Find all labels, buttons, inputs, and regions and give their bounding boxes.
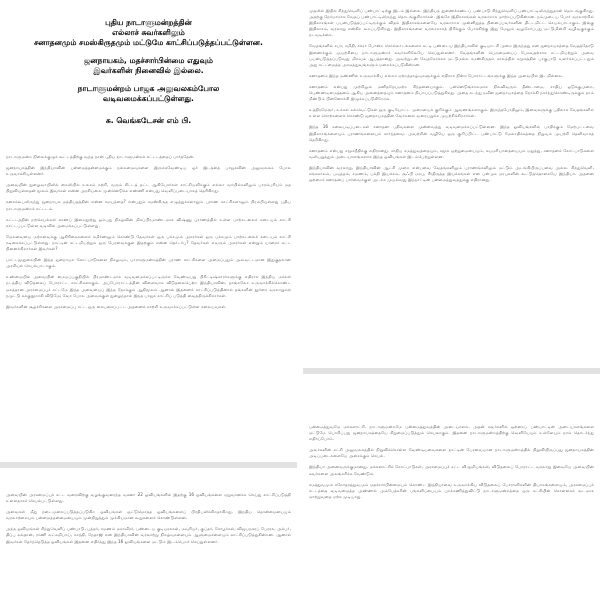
body-paragraph: அவர்களின் கட்சி அலுவலகத்தில் நிறுவிக்கொள்ள வேண்டியவைகளை நாட்டின் பேரவையான நாடாளுமன்றத்தில் நிறுவியிருப்பது ஜனநாயகத்தின் அடிப்படைகளையே அசைக்கும் செயல். — [309, 447, 594, 459]
body-paragraph: சனாதனம் என்பது சமூகநீதிக்கு எதிரானது. சாதிய சமத்துவத்தையும், சமூக ஒற்றுமையையும், சுயமரியாதையையும் மறுத்து, சனாதனக் கோட்பாடுகளை வலியுறுத்தும் அடையாளங்களாக இந்த ஓவியங்கள் இடம்பெற்றுள்ளன. — [309, 147, 594, 159]
body-paragraph: இவர்களின் சூழ்ச்சிகளை அரசமைப்பு சட்ட ஒரு கையசைப்பட்ட அதனைக் காற்றி உருவாக்கப்பட்டுள்ள கலையவுகள். — [6, 303, 227, 309]
body-paragraph: பன்மைத்துவமே மக்களாட்சி. நாடாளுமன்றமே பன்மைத்துவத்தின் அடையாளம். அதன் சுவர்களில் ஒற்றைப் பண்பாட்டின் அடையாளங்களை மட்டுமே பொறிப்பது ஜனநாயகத்தையே சிறுமைப்படுத்தும் செயலாகும். இதனை நாடாளுமன்றத்திற்கு வெளியேயும் உள்ளேயும் நாம் தொடர்ந்து எதிர்ப்போம். — [309, 424, 594, 442]
headline-line: புதிய நாடாளுமன்றத்தின் — [105, 18, 192, 27]
page-left-bottom — [0, 468, 297, 600]
body-paragraph: முதலில் இதில் சிந்துவெளிப் பண்பாட்டிற்கு இடம் இல்லை. இந்தியத் துணைக்கண்டப் பண்பாடு சிந்துவெளிப் பண்பாட்டிலிருந்துதான் தொடங்குகிறது. அதற்கு நேர்மாறாக வேதப் பண்பாட்டிலிருந்து தொடங்குகிறார்கள். இங்கே இதிகாசங்கள் வரலாறாக மாற்றப்படுகின்றன. நம்முடைய போர் வரலாற்றில் இதிகாசங்கள் பயன்படுத்தப்பட்டிருக்கும் விதம் இதிகாசங்களையே வரலாறாக முன்னிறுத்த நினைப்பவர்களின் திட்டமிட்ட செயல்பாடாகும். இங்கு இதிகாசம், வரலாறு என்கிற கூறப்படுகிறது. இதிகாசங்களை வரலாறாகத் திரிக்கும் போக்கிற்கு இது மேலும் வலுசேர்ப்பது மட்டுமின்றி வழிவகுக்கும் நடவடிக்கை. — [309, 8, 594, 38]
body-paragraph: அவையின் நுழைவாயிலில் கைலியில் உலகம் சுற்றி, வரும் கிட்டத் தட்ட ஆகியோர்கள் காட்சியளிக்கும் எல்லா வாயில்களிலும் பாரம்பரியம் மத நிறுவியுள்ளதன் மூலம் இவர்கள் என்ன அரசியலை முன்னெடுக்க எண்ணி என்பது வெளிப்படையாகத் தெரிகிறது. — [6, 182, 291, 194]
headline-line: ஜனநாயகம், மதச்சார்பின்மை எதுவும் — [83, 56, 214, 65]
body-paragraph: உத்திரமேரூர், உக்கல் கல்வெட்டுகள் ஒரு குடியோட்ட முறையைக் குறிக்கும் ஆவணங்களாகும். இருந்தபோதிலும், இவைகளுக்கு பதிலாக வேதங்களில் உள்ள சொற்களைக் கொண்டு ஜனநாயகத்தின் வேர்களை வரையறுக்க முயற்சிக்கிறார்கள். — [309, 107, 594, 119]
headline-line: இவர்களின் நினைவில் இல்லை. — [93, 66, 204, 75]
body-paragraph: மேலவையை மற்றவைக்கு ஆகிரிகைகளைக் கமிர்ணலும் கொண்டு தேவர்கள் ஒரு பக்கமும் அசுரர்கள் ஒரு பக்கமும் பாற்கடலைக் கடையும் காட்சி சுடிகைக்கப்பட்டுள்ளது. நாட்டின் சட்டமியற்றும் ஒரு பேரவைக்குள் இதற்கும் என்ன தொடர்பு? தேவர்கள் எவரும் அசுரர்கள் என்றும் யாரைச் சுட்ட நினைக்கிறார்கள் இவர்கள்? — [6, 233, 291, 252]
page-left-top — [0, 0, 297, 462]
headline-line: வடிவமைக்கப்பட்டுள்ளது. — [103, 94, 194, 103]
body-paragraph: சனகக்கூபலிருந்து ஜனநாயக மத்தியதத்தின் என்ன சமயத்தை? என்பதும் சமஸ்கிருத எழுத்துக்களாலும் புராண காட்சிகளாலும் நிரம்பியுள்ளது புதிய நாடாளுமன்றக் கட்டடம். — [6, 199, 291, 211]
headline-line: எல்லாச் சுவர்களிலும் — [112, 28, 185, 37]
headline-line: சனாதனமும் சமஸ்கிருதமும் மட்டுமே காட்சிப்படுத்தப்பட்டுள்ளன. — [34, 38, 263, 47]
author-name: சு. வெங்கடேசன் எம் பி. — [105, 116, 192, 125]
body-paragraph: இந்த 16 கலையடிப்படைகள் சனாதன பதிவுகளை முன்வைத்து வடிவமைக்கப்பட்டுள்ளன. இந்த ஓவியங்களில் பாதிக்கும் மேற்பட்டவை இதிகாசங்களையும் புராணங்களையும் சார்ந்தவை. அவற்றின் வழியே ஒரு குறிப்பிட்ட பண்பாட்டு மேலாதிக்கத்தை நிறுவும் முயற்சி தெளிவாகத் தெரிகிறது. — [309, 124, 594, 142]
body-paragraph: வேதங்களில் சபா, சமிதி, சக்ரா போன்ற சொல்லாடல்களைச் சுட்டி பண்டைய இந்தியாவில் குடியாட்சி முறை இருந்தது என ஜனநாயகத்தை வேதத்தோடு இணைக்கும் முயற்சியை நாடாளுமன்றச் சுவர்களிலேயே செய்துள்ளனர். வேதங்களின் பெருமையைப் பேசுவதற்காக சட்டமியற்றும் அவை பயன்படுத்தப்படுவது மிகவும் ஆபத்தானது. அவற்றுடன் வேதகோக்கக மட்டுமல்ல சமஸ்கிருதம் காலத்தில் சமூகத்தில் பாகுபாடு வளர்க்கப்பட்டதும் அது கட்டமைத்த அசமத்துவங்களும் மறைக்கப்படுகின்றன. — [309, 43, 594, 67]
headline-line: நாடாளுமன்றம் பாஜக அலுவலகம்போல — [77, 84, 220, 93]
body-paragraph: இந்தியாவின் வரலாறு, இந்தியாவின் ஆட்சி முறை என்பவை வேதங்களிலும் புராணங்களிலும் மட்டும் அடங்கியிருப்பவை அல்ல. சிந்துவெளி, சங்ககாலம், பவுத்தம், சமணம், பக்தி இயக்கம், சூஃபி மரபு, சீர்திருத்த இயக்கங்கள் என பன்முக மரபுகளின் கூட்டுத்தொகையே இந்தியா. அதனை ஒற்றைச் சனாதனப் பார்வைக்குள் அடக்க முயல்வது இந்நாட்டின் பன்மைத்துவத்துக்கு எதிரானது. — [309, 164, 594, 183]
body-paragraph: உண்மையில் அவையின் மையப்பகுதியில் பிரமாண்டமாக வடிவமைக்கப்பட்டிருக்க வேண்டியது பிரிட்டிஷ்காரர்களுக்கு எதிராக இந்திய மக்கள் நடத்திய விடுதலைப் போராட்ட காட்சிகளாகும். அப்போராட்டத்தின் விளைவாக விடுதலைபெற்ற இந்தியாவின், தாங்கலோ உருவாக்கிக்கொண்ட மகத்தான அரசமைப்புச் சட்டமே இந்த அவையைப் இந்த நோக்கும் ஆதிமூலம் ஆனால் இதனைக் காட்சிப்படுத்தினால் தங்களின் நூர்ரை வரலாறுகள் நமுட்டு சுக்குநூறாகி விடுமே; வோ போல அவைக்குள் நுழைந்தால் இந்த பாஜக காட்சிப் படுத்தி வைத்திருக்கிறார்கள். — [6, 274, 291, 298]
page-right-bottom — [303, 374, 600, 600]
body-paragraph: அவையின் அரசமைப்புச் சட்ட வரைவிற்கு வழங்குவரைந்த வசனா 22 ஓவியங்களில் இதற்கு 16 ஓவியங்களை ஏறுவானக்க செய்து காட்சிப்படுத்தி உள்ளதாகச் செயல்பட்டுள்ளது. — [6, 492, 291, 504]
body-paragraph: அவைகள் மீது நடைமுறைப்படுத்தப்படுகிற ஓவியங்கள் ஒட்டுமொத்த ஓவியங்களைப் பிரதிபலிக்கிறதாகிறது. இந்திய தொன்மையையும் வரலாற்றையும் பன்மைத்தன்மையையும் முன்நிறுத்தும் முக்கியமான கூறுகளைக் கொண்டுள்ளன. — [6, 509, 291, 521]
body-paragraph: சனாதனம் என்பது முற்றிலும் மனிதநேயமற்ற சிந்தனையாகும். பன்னெடுங்காலமாக நிலவிவரும் தீண்டாமை, சாதிய ஒடுக்குமுறை, பெண்ணடிமைத்தனம் ஆகிய அனைத்தையும் சனாதனம் நியாயப்படுத்துகிறது. அதை கடந்து நவீன ஜனநாயகத்தை நோக்கி நகர்ந்துகொண்டிருக்கும் நாம் மீண்டும் பின்னோக்கி இழுக்கப்படுகிறோம். — [309, 83, 594, 102]
body-paragraph: கட்டடத்தின் நற்செயல்கள் காணப் இறைநூற்று ஒம்பது நிகழ்வின் மிகப்பிரமாண்டமாக விஷ்ணு புராணத்தில் உள்ள பாற்கடலைக் கடையும் காட்சி காட்டப்பட்டுள்ள வடிவில் அமைக்கப்பட்டுள்ளது. — [6, 216, 291, 228]
headline-block — [6, 18, 291, 126]
body-paragraph: நாடாளுமன்ற நிலைக்குழுக் கூட்டத்திற்கு வந்த நான் புதிய நாடாளுமன்றக் கட்டடத்தைப் பார்த்தேன். — [6, 154, 195, 159]
body-paragraph: சனாதனம் இந்த மண்ணில் உருவாக்கிய எல்லா ஏற்றத்தாழ்வுகளுக்கும் எதிராக நின்ற போராட்டங்களுக்கு இந்த அவையில் இடமில்லை. — [309, 72, 564, 78]
body-paragraph: பாட்டமூதுகையின் இந்த ஐனநாயக கோட்பாடுகளை நிகழவும், பாராளுமன்றத்தின் புராண காட்சிகளை அமைப்பதும் அவ்வட்டமான இதுகுதலான அரசியல் செயல்பாடாகும். — [6, 257, 291, 269]
body-paragraph: சமத்துவமும் சகோதரத்துவமும் மதச்சார்பின்மையும் கொண்ட இந்தியாவை உருவாக்கிய விடுதலைப் போராளிகளின் தியாகங்களையும், அரசமைப்புச் சட்டத்தை வடிவமைத்த அண்ணல் அம்பேத்கரின் பங்களிப்பையும் புறக்கணித்துவிட்டு நாடாளுமன்றத்தை ஒரு கட்சியின் கொள்கைக் கூடமாக மாற்றுவதை ஏற்க முடியாது. — [309, 481, 594, 499]
body-paragraph: இந்தியா அனைவருக்குமானது. மக்களாட்சிக் கோட்பாடுகள், அரசமைப்புச் சட்ட விழுமியங்கள், விடுதலைப் போராட்ட வரலாறு இவையே அவையின் சுவர்களை அலங்கரிக்க வேண்டும். — [309, 464, 594, 476]
body-paragraph: அந்த ஓவியங்கள் சிந்துவெளிப் பண்பாடு, புத்தர், சமணம் மகாவீரர், பண்டைய குடியரசுகள், மவுரியர், குப்தர், சோழர்கள், விஜயநகரப் பேரரசு, அக்பர், திப்பு சுல்தான், ராணி லட்சுமிபாய், காந்தி, நேதாஜி என இந்தியாவின் வரலாற்று நிகழ்வுகளையும் ஆளுமைகளையும் காட்சிப்படுத்துகின்றன. ஆனால் இவர்கள் தேர்ந்தெடுத்த ஓவியங்கள் இதனை எதிர்த்து இந்த 16 ஓவியங்களை மட்டும் இடம்பெறச் செய்துள்ளனர். — [6, 526, 291, 544]
body-paragraph: ஜனநாயகத்தின் இந்தியாவின் பன்மைத்தன்மைக்கும் நல்லமைவுகளை இருக்கவேண்டிய ஓர் இடத்தை பாஜகவின் அலுவலகம் போல உருவாக்கியுள்ளனர். — [6, 165, 291, 177]
page-right-top — [303, 0, 600, 368]
